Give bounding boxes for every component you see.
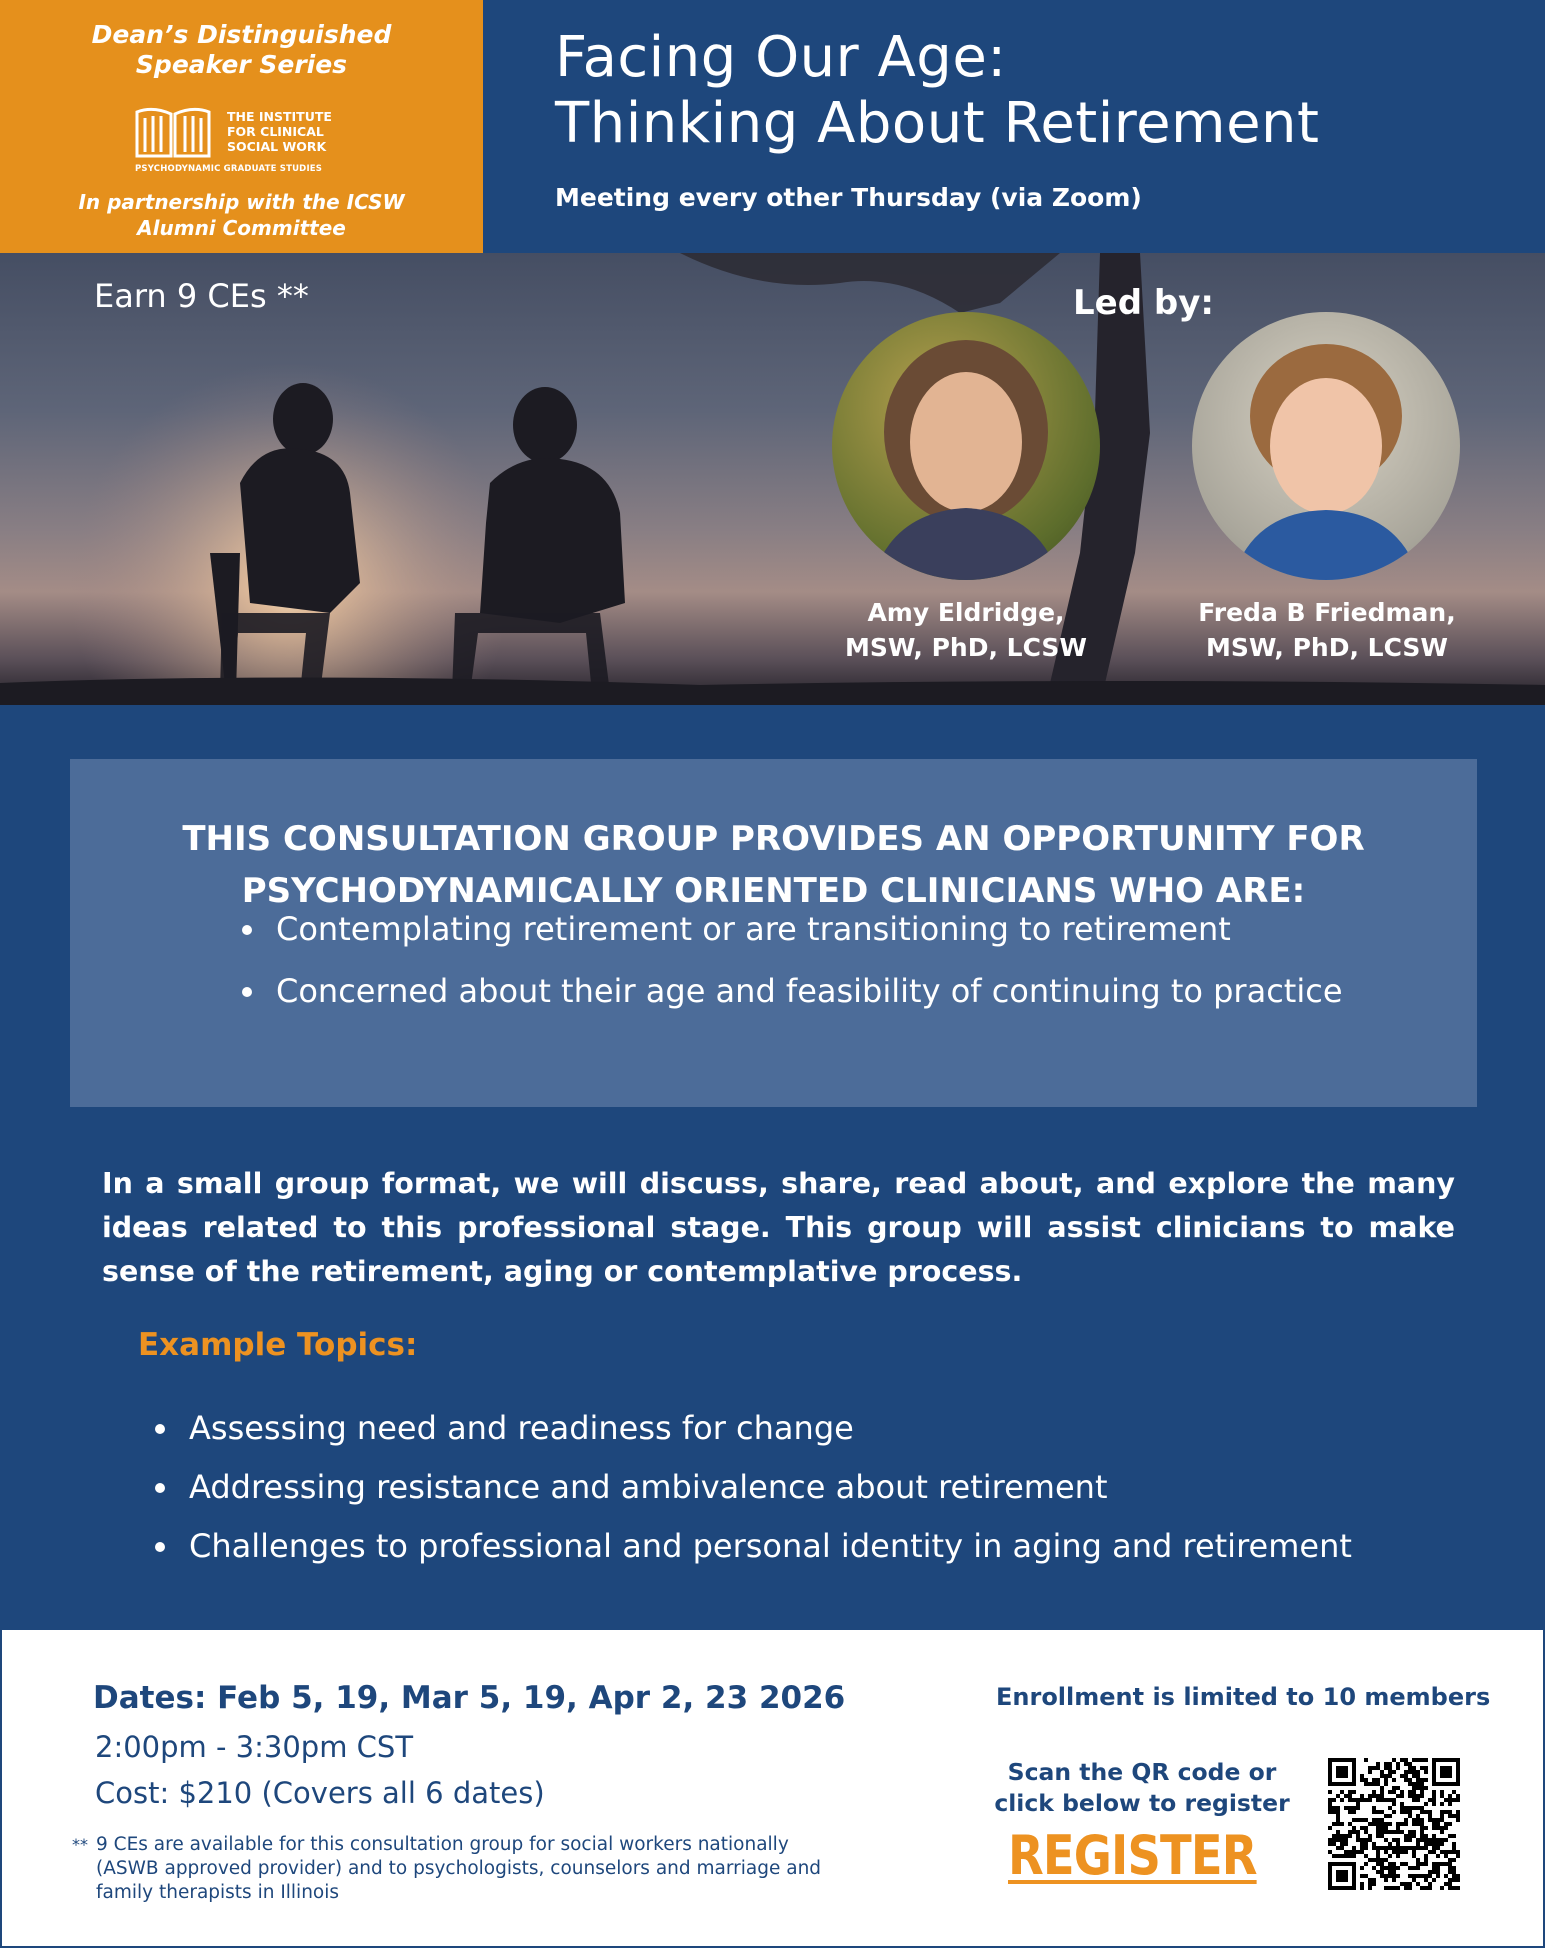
- list-item: Contemplating retirement or are transitioning to retirement: [232, 898, 1343, 960]
- consultation-list: [232, 898, 1343, 1022]
- ce-footnote: [72, 1833, 852, 1905]
- institute-logo: [133, 104, 353, 174]
- title-line1: Facing Our Age:: [555, 25, 1007, 90]
- leader-name: Freda B Friedman,: [1198, 598, 1456, 627]
- meeting-schedule: Meeting every other Thursday (via Zoom): [555, 183, 1142, 212]
- scan-line1: Scan the QR code or: [1007, 1758, 1277, 1786]
- title-line2: Thinking About Retirement: [555, 91, 1320, 156]
- partnership-line2: Alumni Committee: [137, 216, 346, 240]
- qr-code-icon[interactable]: [1328, 1758, 1460, 1890]
- scan-line2: click below to register: [994, 1789, 1290, 1817]
- leader-credentials: MSW, PhD, LCSW: [844, 633, 1088, 662]
- logo-subtitle: PSYCHODYNAMIC GRADUATE STUDIES: [135, 164, 323, 174]
- list-item: Assessing need and readiness for change: [145, 1399, 1352, 1458]
- portrait-amy-eldridge: [832, 312, 1100, 580]
- leader-freda-friedman: [1157, 595, 1497, 665]
- page-title: [555, 25, 1515, 157]
- register-button[interactable]: REGISTER: [1008, 1824, 1257, 1887]
- footnote-text: 9 CEs are available for this consultation group for social workers nationally (ASWB approved provider) and to psychologists, counselors and marriage and family therapists in Illinois: [96, 1834, 822, 1903]
- footer: [0, 1630, 1545, 1948]
- book-logo-icon: [133, 104, 213, 162]
- list-item: Addressing resistance and ambivalence about retirement: [145, 1458, 1352, 1517]
- cost-label: Cost: $210 (Covers all 6 dates): [95, 1776, 545, 1810]
- consultation-heading-line2: PSYCHODYNAMICALLY ORIENTED CLINICIANS WHO ARE:: [241, 871, 1306, 911]
- series-title-line2: Speaker Series: [135, 50, 348, 79]
- dates-label: Dates: Feb 5, 19, Mar 5, 19, Apr 2, 23 2026: [93, 1680, 846, 1716]
- intro-paragraph: In a small group format, we will discuss, share, read about, and explore the many ideas related to this professional stage. This group will assist clinicians to make sense of the retirement, aging or contemplative process.: [102, 1167, 1455, 1288]
- logo-text-line2: FOR CLINICAL: [227, 124, 324, 139]
- leader-name: Amy Eldridge,: [867, 598, 1065, 627]
- logo-text-line1: THE INSTITUTE: [227, 109, 332, 124]
- footnote-mark: **: [72, 1835, 88, 1854]
- list-item: Concerned about their age and feasibility of continuing to practice: [232, 960, 1343, 1022]
- leader-credentials: MSW, PhD, LCSW: [1205, 633, 1449, 662]
- ces-label: Earn 9 CEs **: [94, 277, 309, 315]
- title-banner: [483, 0, 1545, 253]
- topics-heading: Example Topics:: [138, 1327, 418, 1363]
- topics-list: [145, 1399, 1352, 1576]
- partnership-note: [0, 189, 483, 241]
- time-range: 2:00pm - 3:30pm CST: [95, 1730, 414, 1764]
- series-title-line1: Dean’s Distinguished: [91, 20, 392, 49]
- leader-amy-eldridge: [796, 595, 1136, 665]
- enrollment-limit: Enrollment is limited to 10 members: [996, 1683, 1491, 1711]
- logo-text-line3: SOCIAL WORK: [227, 139, 327, 154]
- main-content: [0, 705, 1545, 1630]
- series-banner: [0, 0, 483, 253]
- consultation-box: [70, 759, 1477, 1107]
- led-by-label: Led by:: [1073, 283, 1214, 323]
- portrait-freda-friedman: [1192, 312, 1460, 580]
- series-title: [0, 20, 483, 80]
- consultation-heading-line1: THIS CONSULTATION GROUP PROVIDES AN OPPORTUNITY FOR: [182, 819, 1365, 859]
- list-item: Challenges to professional and personal identity in aging and retirement: [145, 1517, 1352, 1576]
- scan-instructions: [982, 1757, 1302, 1819]
- partnership-line1: In partnership with the ICSW: [78, 190, 405, 214]
- hero-photo: [0, 253, 1545, 705]
